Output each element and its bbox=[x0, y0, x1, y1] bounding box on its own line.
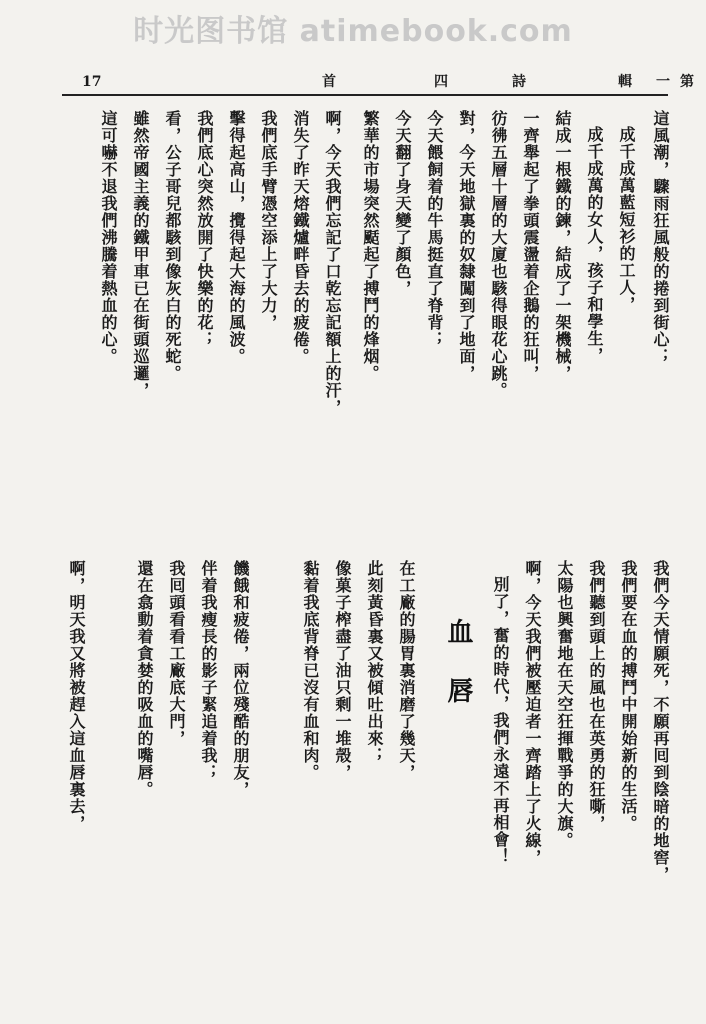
header-char-shou: 首 bbox=[322, 74, 336, 90]
poem-line: 黏着我底背脊已沒有血和肉。 bbox=[301, 560, 320, 781]
poem-line: 此刻黃昏裏又被傾吐出來； bbox=[365, 560, 384, 764]
poem2-block bbox=[62, 560, 678, 1000]
poem-line: 啊，今天我們被壓迫者一齊踏上了火線， bbox=[523, 560, 542, 866]
poem-line: 雖然帝國主義的鐵甲車已在街頭巡邏， bbox=[131, 110, 150, 399]
header-rule bbox=[62, 94, 668, 96]
poem-line: 伴着我瘦長的影子緊追着我； bbox=[199, 560, 218, 781]
poem-line: 結成一根鐵的鍊，結成了一架機械， bbox=[553, 110, 572, 382]
header-char-di: 第 bbox=[680, 74, 694, 90]
poem-line: 我們今天情願死，不願再囘到陰暗的地窖， bbox=[651, 560, 670, 883]
poem-line: 一齊舉起了拳頭震盪着企鵝的狂叫， bbox=[521, 110, 540, 382]
poem-line: 我們底手臂憑空添上了大力， bbox=[259, 110, 278, 331]
poem-line: 繁華的市場突然颳起了搏鬥的烽烟。 bbox=[361, 110, 380, 382]
header-char-ji: 輯 bbox=[618, 74, 632, 90]
page-number: 17 bbox=[82, 74, 102, 90]
poem-line: 我們要在血的搏鬥中開始新的生活。 bbox=[619, 560, 638, 832]
poem-line: 饑餓和疲倦，兩位殘酷的朋友， bbox=[231, 560, 250, 798]
header-char-shi: 詩 bbox=[512, 74, 526, 90]
poem-line: 像菓子榨盡了油只剩一堆殼， bbox=[333, 560, 352, 781]
poem-line: 啊，今天我們忘記了口乾忘記額上的汗， bbox=[323, 110, 342, 416]
poem-line: 這可嚇不退我們沸騰着熱血的心。 bbox=[99, 110, 118, 365]
poem-line: 消失了昨天熔鐵爐畔昏去的疲倦。 bbox=[291, 110, 310, 365]
poem-line: 今天餵飼着的牛馬挺直了脊背； bbox=[425, 110, 444, 348]
watermark: 时光图书馆 atimebook.com bbox=[133, 14, 573, 49]
poem-line: 太陽也興奮地在天空狂揮戰爭的大旗。 bbox=[555, 560, 574, 849]
poem-title: 血 唇 bbox=[443, 618, 473, 716]
header-char-si: 四 bbox=[434, 74, 448, 90]
poem-line: 我們底心突然放開了快樂的花； bbox=[195, 110, 214, 348]
poem-line: 啊，明天我又將被趕入這血唇裏去， bbox=[67, 560, 86, 832]
running-header bbox=[62, 72, 694, 94]
poem-line: 在工廠的腸胃裏消磨了幾天， bbox=[397, 560, 416, 781]
poem-line: 看，公子哥兒都駭到像灰白的死蛇。 bbox=[163, 110, 182, 382]
poem-line: 今天翻了身天變了顏色， bbox=[393, 110, 412, 297]
poem-line: 還在翕動着貪婪的吸血的嘴唇。 bbox=[135, 560, 154, 798]
poem-line: 我囘頭看看工廠底大門， bbox=[167, 560, 186, 747]
poem-line: 彷彿五層十層的大廈也駭得眼花心跳。 bbox=[489, 110, 508, 399]
header-char-yi: 一 bbox=[656, 74, 670, 90]
poem-line: 擊得起高山，攪得起大海的風波。 bbox=[227, 110, 246, 365]
poem-line: 對，今天地獄裏的奴隸闖到了地面， bbox=[457, 110, 476, 382]
poem-line: 我們聽到頭上的風也在英勇的狂嘶， bbox=[587, 560, 606, 832]
poem-line: 成千成萬的女人，孩子和學生， bbox=[585, 126, 604, 364]
poem-line: 這風潮，驟雨狂風般的捲到街心； bbox=[651, 110, 670, 365]
poem-line: 成千成萬藍短衫的工人， bbox=[617, 126, 636, 313]
poem-line: 別了，奮的時代，我們永遠不再相會！ bbox=[491, 576, 510, 865]
poem1-block bbox=[62, 110, 678, 550]
